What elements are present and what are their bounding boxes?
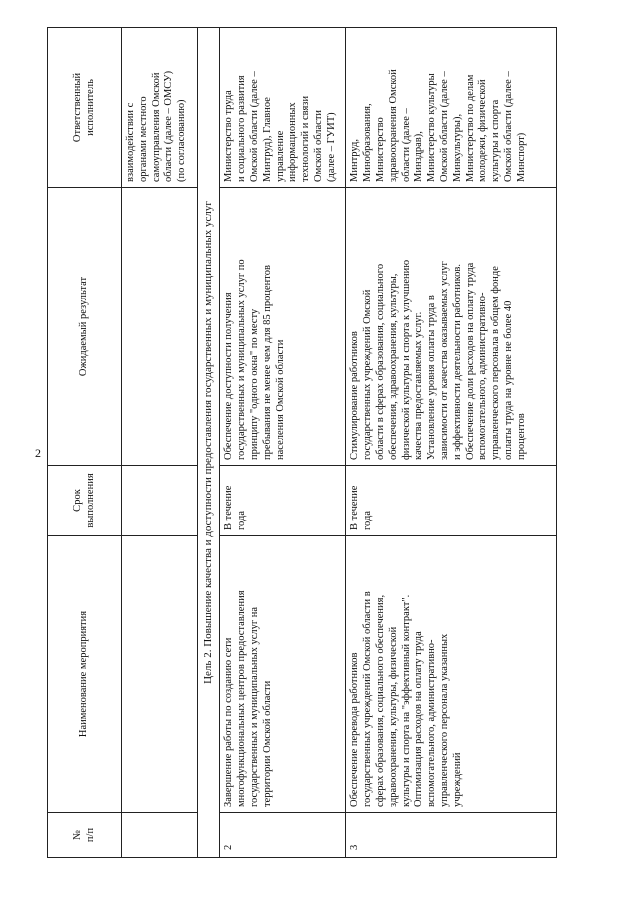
text-line: Оптимизация расходов на оплату труда <box>413 631 425 807</box>
text-line: управленческого персонала указанных <box>438 633 450 807</box>
text-line: Минтруд), Главное <box>261 97 273 182</box>
text-line: (по согласованию) <box>176 99 188 182</box>
row-num: 2 <box>220 813 346 858</box>
text-line: здравоохранения, культуры, физической <box>387 626 399 807</box>
text-line: вспомогательного, административно- <box>477 292 489 460</box>
text-line: культуры и спорта <box>490 99 502 182</box>
text-line: Министерство труда <box>223 90 235 182</box>
text-line: физической культуры и спорта к улучшению <box>400 259 412 460</box>
text-line: В течение <box>223 485 235 530</box>
row-num: 3 <box>346 813 557 858</box>
text-line: выполнения <box>84 473 96 528</box>
text-line: области в сферах образования, социального <box>375 263 386 460</box>
text-line: качества предоставляемых услуг. <box>413 311 425 460</box>
measures-table <box>47 27 557 858</box>
header-name <box>48 536 122 813</box>
text-line: обеспечения, здравоохранения, культуры, <box>387 273 399 460</box>
text-line: Минтруд, <box>349 139 361 182</box>
text-line: года <box>362 511 374 530</box>
text-line: Омской области (далее – <box>249 71 260 182</box>
row-deadline <box>220 466 346 536</box>
row-result <box>220 188 346 466</box>
continuation-cell <box>122 28 198 188</box>
text-line: Омской области <box>312 109 324 182</box>
text-line: области (далее – <box>400 108 412 182</box>
text-line: Обеспечение перевода работников <box>349 652 361 807</box>
text-line: принципу "одного окна" по месту <box>249 308 260 460</box>
text-line: сферах образования, социального обеспечения, <box>375 594 386 807</box>
text-line: Обеспечение доли расходов на оплату труда <box>464 262 476 460</box>
text-line: Срок <box>71 489 83 512</box>
text-line: Наименование мероприятия <box>78 610 90 738</box>
text-line: Минкультуры), <box>451 113 463 182</box>
row-name <box>346 536 557 813</box>
text-line: Обеспечение доступности получения <box>223 292 235 460</box>
text-line: Минздрав), <box>413 131 425 182</box>
text-line: Минспорт) <box>515 132 527 182</box>
text-line: (далее – ГУИТ) <box>325 112 337 182</box>
text-line: технологий и связи <box>300 95 312 182</box>
header-result <box>48 188 122 466</box>
text-line: взаимодействии с <box>125 102 136 182</box>
header-row <box>48 28 122 858</box>
text-line: области (далее – ОМСУ) <box>163 70 175 182</box>
text-line: Завершение работы по созданию сети <box>223 637 235 807</box>
header-deadline <box>48 466 122 536</box>
goal-row <box>198 28 220 858</box>
header-executor <box>48 28 122 188</box>
table-row <box>220 28 346 858</box>
text-line: культуры и спорта на "эффективный контракт". <box>400 594 412 807</box>
text-line: учреждений <box>451 752 463 807</box>
row-deadline <box>346 466 557 536</box>
row-executor <box>346 28 557 188</box>
text-line: Омской области (далее – <box>438 71 450 182</box>
text-line: информационных <box>287 102 299 182</box>
header-num <box>48 813 122 858</box>
text-line: Омской области (далее – <box>502 71 514 182</box>
text-line: государственных и муниципальных услуг по <box>236 259 248 460</box>
text-line: исполнитель <box>84 79 96 136</box>
text-line: и эффективности деятельности работников. <box>451 264 463 460</box>
goal-heading: Цель 2. Повышение качества и доступности предоставления государственных и муниципальных услуг <box>198 28 220 858</box>
text-line: здравоохранения Омской <box>387 69 399 182</box>
text-line: многофункциональных центров предоставления <box>236 590 248 807</box>
text-line: п/п <box>84 827 96 843</box>
text-line: органами местного <box>137 96 149 182</box>
text-line: В течение <box>349 485 361 530</box>
text-line: года <box>236 511 248 530</box>
text-line: зависимости от качества оказываемых услуг <box>438 261 450 460</box>
row-name <box>220 536 346 813</box>
text-line: Ответственный <box>71 72 83 143</box>
table-row <box>346 28 557 858</box>
text-line: оплаты труда на уровне не более 40 <box>502 300 514 460</box>
text-line: населения Омской области <box>274 339 286 460</box>
text-line: вспомогательного, административно- <box>426 639 438 807</box>
text-line: Министерство <box>375 117 386 182</box>
page-number: 2 <box>35 446 41 460</box>
text-line: процентов <box>515 413 527 460</box>
text-line: молодежи, физической <box>477 79 489 182</box>
row-result <box>346 188 557 466</box>
text-line: самоуправления Омской <box>150 72 162 182</box>
text-line: № <box>71 829 83 841</box>
rotated-table-container <box>47 28 600 858</box>
text-line: Минобразования, <box>362 103 374 182</box>
text-line: Ожидаемый результат <box>78 276 90 377</box>
continuation-row <box>122 28 198 858</box>
text-line: управление <box>274 130 286 182</box>
text-line: пребывания не менее чем для 85 процентов <box>261 265 273 460</box>
text-line: территории Омской области <box>261 680 273 807</box>
text-line: Установление уровня оплаты труда в <box>426 295 438 460</box>
text-line: и социального развития <box>236 75 248 182</box>
text-line: Министерство по делам <box>464 74 476 182</box>
text-line: управленческого персонала в общем фонде <box>490 266 502 460</box>
text-line: государственных учреждений Омской <box>362 289 374 460</box>
text-line: Министерство культуры <box>426 73 438 182</box>
text-line: Стимулирование работников <box>349 331 361 460</box>
row-executor <box>220 28 346 188</box>
text-line: государственных учреждений Омской области в <box>362 591 374 807</box>
text-line: государственных и муниципальных услуг на <box>249 606 260 807</box>
